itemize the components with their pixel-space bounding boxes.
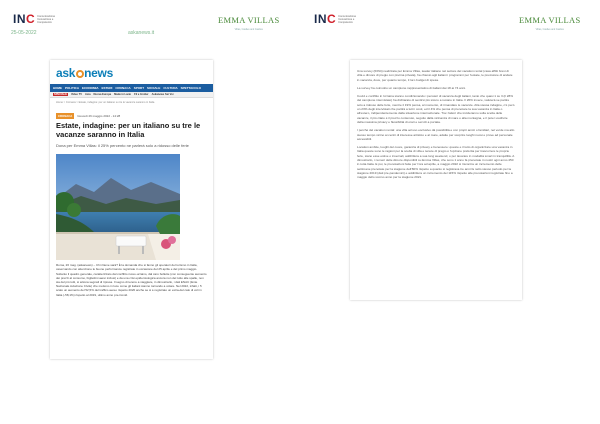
article-text: Roma, 26 mag. (askanews) – Chi ritiene sarà? È la domanda che si fanno gli operatori del turismo in Italia, osservando con attenzione le buone performance registrate in occasione del 25 aprile e del primo maggio. Soltanto il quadro generale, caratterizzato dal conflitto russo-ucraino, dal caro bollette (con conseguente aumento dei prezzi al consumo, bigliettini aerei inclusi) e da una crisi epidemiologica ancora non del tutto alle spalle, non sia del più tutti, si aziona segnali di ripresa. Il segno di tenore a viaggiare, in dimostrarlo, i dati ENAC (Ente Nazionale Aviazione Civile) che mettono in luce come gli italiani stanno tornando a volare. Nel 2022, infatti, i 5 scalo un aumento del 52,5% del traffico aereo rispetto 2020 anche se si è registrato un extra-del calo di voli in Italia (-58,1%) rispetto al 2019, ultimo anno pre-Covid. bbox=[56, 263, 207, 297]
emma-villas-logo-left bbox=[218, 10, 279, 31]
article-meta bbox=[56, 113, 207, 119]
nav2-item[interactable]: Asia bbox=[85, 93, 91, 96]
nav-item[interactable]: ECONOMIA bbox=[82, 86, 99, 90]
paragraph: I perché del vacation rental: una villa ad uso esclusivo dà possibilità e con propri amici o familiari, nel verde ma allo stesso tempo vicino ai centri di interesse artistico e al mare, adatte per scoprire luoghi nuovi e prove ad personale accessibili. bbox=[357, 128, 515, 141]
nav2-item[interactable]: Fil e Grolier bbox=[134, 93, 149, 96]
emma-brand: EMMA VILLAS bbox=[519, 15, 581, 25]
article-continuation-page bbox=[350, 60, 522, 300]
article-photo bbox=[56, 154, 180, 260]
nav2-item[interactable]: Nuova Europa bbox=[93, 93, 112, 96]
nav-item[interactable]: SOCIALE bbox=[147, 86, 161, 90]
publication-date: 25-05-2022 bbox=[11, 30, 37, 36]
nav-item[interactable]: POLITICA bbox=[65, 86, 79, 90]
inc-tagline: Comunicazione Innovazione e Competenze bbox=[37, 14, 56, 24]
paragraph: La survey ha coinvolto un campione rappresentativo di italiani dai 18 ai 74 anni. bbox=[357, 85, 466, 90]
nav-item[interactable]: ESTERI bbox=[101, 86, 113, 90]
article-clipping-page bbox=[50, 60, 213, 359]
article-headline: Estate, indagine: per un italiano su tre le vacanze saranno in Italia bbox=[56, 121, 201, 139]
emma-brand: EMMA VILLAS bbox=[218, 15, 280, 25]
nav-item[interactable]: SPORT bbox=[133, 86, 145, 90]
article-subhead: Dona per Emma Villas: il 25% percento ne parlerà solo a ridosso delle ferie bbox=[56, 143, 189, 149]
nav2-item[interactable]: Made in Lazio bbox=[114, 93, 132, 96]
lake-villa-photo bbox=[56, 154, 180, 260]
emma-villas-logo-right bbox=[519, 10, 580, 31]
source-name: askanews.it bbox=[128, 30, 155, 36]
nav-item[interactable]: CRONACA bbox=[115, 86, 131, 90]
inc-brand: INC bbox=[314, 12, 337, 26]
nav2-item[interactable]: Askanews Sei Voi bbox=[151, 93, 174, 96]
nav-item[interactable]: SPETTACOLO bbox=[180, 86, 201, 90]
nav-item[interactable]: HOME bbox=[53, 86, 62, 90]
article-published: Giovedì 26 maggio 2022 - 14:28 bbox=[77, 114, 121, 118]
inc-brand: INC bbox=[13, 12, 36, 26]
emma-tagline: Villas, Castles and Castles bbox=[234, 28, 263, 31]
paragraph: Location ambite, luoghi del cuore, garanzia di privacy e benessere: queste e il tutto di organizzare una vacanza in Italia queste sono le ragioni per la scelta di villa e tenute di pregio è l'opzione preferita per trascorrere le proprie ferie, siano esse estive o invernali, addirittura a sua long weekend, o per lavorare in modalità smart in tranquillità. A dimostrarlo, i numeri delle dimore disponibili su Emma Villas, che sono 1 anno fa prenotate in nostri ogni anno 450 in tutta Italia. E poi, le prenotazioni fatte per l'ora ad aprile, a maggio 2022 si riscontra un incremento delle settimane prenotate per la stagione dell'80% rispetto a quanto si registrava tre anni fa nello stesso periodo per la stagione 2019 (dati pre-pandemici) e addirittura un incremento del 115% rispetto alle prenotazioni registrate fino a maggio dello scorso anno per la stagione 2021. bbox=[357, 145, 515, 180]
nav-item[interactable]: CULTURA bbox=[163, 86, 178, 90]
askanews-header bbox=[50, 60, 213, 84]
paragraph: Una survey (IDN4) realizzata per Emma Villas, leader italiano nel settore del vacation rental (casa affitti brevi di villa e dimore di pregio con piscina privata), ha chiesto agli italiani i programmi per l'estate, le previsione di andare in vacanza, dove, per quanto tempo, il loro budget di spesa. bbox=[357, 69, 513, 82]
category-tag[interactable]: CRONACA bbox=[58, 114, 73, 118]
inc-logo-right bbox=[314, 12, 360, 26]
askanews-logo: ask news bbox=[56, 66, 113, 80]
inc-tagline: Comunicazione Innovazione e Competenze bbox=[338, 14, 357, 24]
breadcrumb: Home > Cronaca > Estate, indagine: per un italiano su tre le vacanze saranno in Italia bbox=[56, 101, 155, 104]
nav2-item[interactable]: SPECIALE bbox=[54, 93, 67, 96]
nav2-item[interactable]: Video TV bbox=[70, 93, 83, 96]
main-nav bbox=[50, 84, 213, 92]
inc-logo-left bbox=[13, 12, 59, 26]
emma-tagline: Villas, Castles and Castles bbox=[535, 28, 564, 31]
paragraph: Covid e conflitto in Ucraina stanno condizionando i pensieri di vacanza degli italiani, tanto che quasi 1 su 3 (il 28% del campione intervistato) ha dichiarato di sentirsi più sicuro a restare in Italia. Il 26% invece, valuterà se partire solo a ridosso delle ferie, mentre il 19% pensa, al momento, di rimandare le vacanze. Alla stessa indagine, c'è però un 23% degli intervistati che partirà a tutti i costi, ed il 4% che pensa di prenotare la sua vacanza in Italia o all'estero, indipendentemente dalla situazione internazionale. Tra i fattori che incideranno sulla scelta delle vacanze, il più citato è il prezzo contenuto, seguito dalla vicinanza di mare o alla montagna, e il poter usufruire della massima privacy e flessibilità di orari e servizi a portata. bbox=[357, 94, 515, 124]
article-body bbox=[50, 113, 213, 297]
